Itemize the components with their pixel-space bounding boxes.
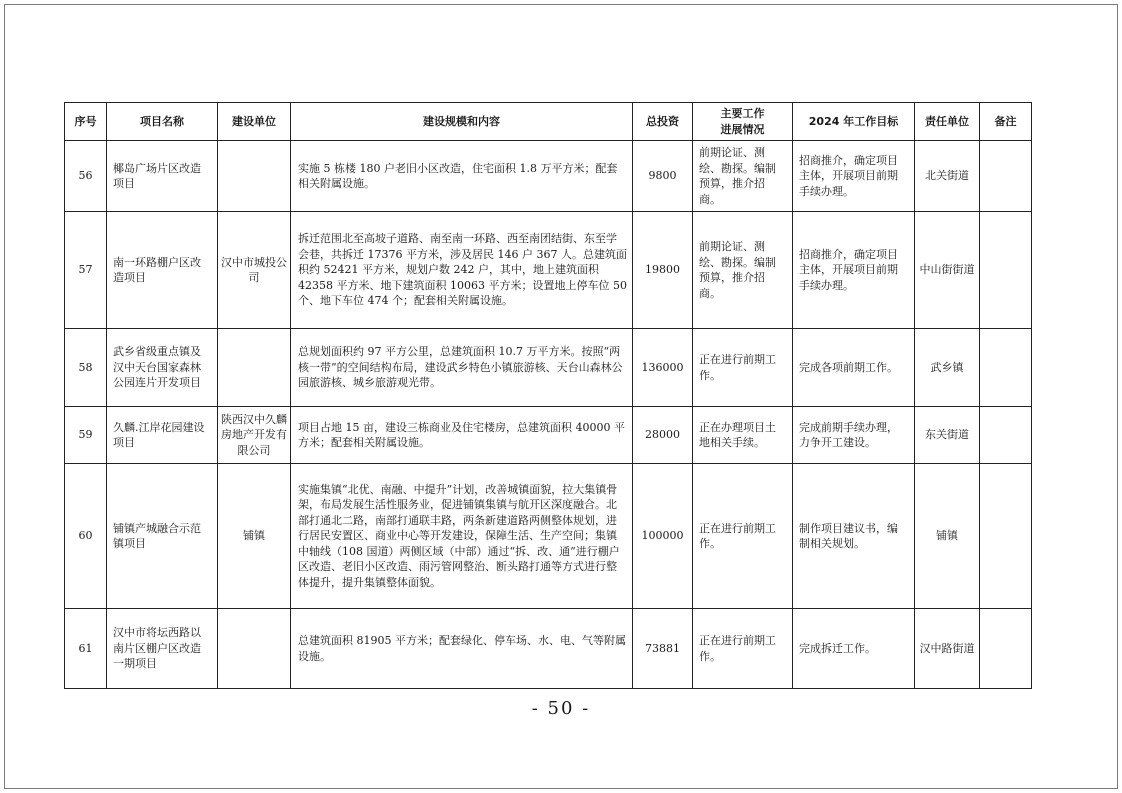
cell-unit: [218, 329, 291, 407]
cell-progress: 正在进行前期工作。: [693, 329, 793, 407]
cell-investment: 9800: [633, 141, 693, 212]
cell-name: 铺镇产城融合示范镇项目: [107, 464, 218, 609]
cell-remark: [980, 407, 1032, 464]
cell-name: 武乡省级重点镇及汉中天台国家森林公园连片开发项目: [107, 329, 218, 407]
cell-investment: 100000: [633, 464, 693, 609]
cell-index: 59: [65, 407, 107, 464]
cell-investment: 136000: [633, 329, 693, 407]
cell-name: 久麟.江岸花园建设项目: [107, 407, 218, 464]
project-table: [64, 102, 1032, 689]
header-index: 序号: [65, 103, 107, 141]
cell-remark: [980, 329, 1032, 407]
cell-progress: 正在办理项目土地相关手续。: [693, 407, 793, 464]
table-row: [65, 609, 1032, 689]
page-number: - 50 -: [531, 698, 591, 719]
cell-responsible: 武乡镇: [915, 329, 980, 407]
cell-unit: 陕西汉中久麟房地产开发有限公司: [218, 407, 291, 464]
cell-unit: [218, 141, 291, 212]
cell-investment: 28000: [633, 407, 693, 464]
table-row: [65, 464, 1032, 609]
header-progress-line1: 主要工作: [720, 107, 765, 120]
cell-scale: 拆迁范围北至高坡子道路、南至南一环路、西至南团结街、东至学会巷，共拆迁 17376 平方米，涉及居民 146 户 367 人。总建筑面积约 52421 平方米，规划户数 242 户，其中，地上建筑面积 42358 平方米、地下建筑面积 10063 平方米；设置地上停车位 50 个、地下车位 474 个；配套相关附属设施。: [291, 212, 633, 329]
cell-investment: 19800: [633, 212, 693, 329]
cell-progress: 正在进行前期工作。: [693, 464, 793, 609]
cell-scale: 实施 5 栋楼 180 户老旧小区改造，住宅面积 1.8 万平方米；配套相关附属设施。: [291, 141, 633, 212]
table-row: [65, 141, 1032, 212]
header-unit: 建设单位: [218, 103, 291, 141]
cell-scale: 项目占地 15 亩，建设三栋商业及住宅楼房，总建筑面积 40000 平方米；配套相关附属设施。: [291, 407, 633, 464]
header-name: 项目名称: [107, 103, 218, 141]
cell-unit: 汉中市城投公司: [218, 212, 291, 329]
cell-responsible: 中山街街道: [915, 212, 980, 329]
cell-scale: 总建筑面积 81905 平方米；配套绿化、停车场、水、电、气等附属设施。: [291, 609, 633, 689]
cell-name: 南一环路棚户区改造项目: [107, 212, 218, 329]
cell-remark: [980, 141, 1032, 212]
cell-responsible: 汉中路街道: [915, 609, 980, 689]
cell-goal: 制作项目建议书，编制相关规划。: [793, 464, 915, 609]
cell-unit: 铺镇: [218, 464, 291, 609]
header-progress: [693, 103, 793, 141]
cell-name: 椰岛广场片区改造项目: [107, 141, 218, 212]
cell-index: 56: [65, 141, 107, 212]
cell-name: 汉中市将坛西路以南片区棚户区改造一期项目: [107, 609, 218, 689]
cell-remark: [980, 212, 1032, 329]
cell-responsible: 东关街道: [915, 407, 980, 464]
cell-index: 57: [65, 212, 107, 329]
header-remark: 备注: [980, 103, 1032, 141]
cell-scale: 总规划面积约 97 平方公里，总建筑面积 10.7 万平方米。按照“两核一带”的空间结构布局，建设武乡特色小镇旅游核、天台山森林公园旅游核、城乡旅游观光带。: [291, 329, 633, 407]
cell-unit: [218, 609, 291, 689]
cell-index: 61: [65, 609, 107, 689]
table-row: [65, 212, 1032, 329]
cell-responsible: 铺镇: [915, 464, 980, 609]
cell-remark: [980, 464, 1032, 609]
cell-index: 60: [65, 464, 107, 609]
header-row: [65, 103, 1032, 141]
cell-goal: 完成各项前期工作。: [793, 329, 915, 407]
table-row: [65, 407, 1032, 464]
cell-goal: 招商推介，确定项目主体，开展项目前期手续办理。: [793, 212, 915, 329]
cell-remark: [980, 609, 1032, 689]
header-scale: 建设规模和内容: [291, 103, 633, 141]
cell-goal: 完成前期手续办理，力争开工建设。: [793, 407, 915, 464]
table-row: [65, 329, 1032, 407]
cell-progress: 前期论证、测绘、勘探。编制预算，推介招商。: [693, 212, 793, 329]
cell-investment: 73881: [633, 609, 693, 689]
header-investment: 总投资: [633, 103, 693, 141]
cell-progress: 正在进行前期工作。: [693, 609, 793, 689]
header-responsible: 责任单位: [915, 103, 980, 141]
header-progress-line2: 进展情况: [720, 122, 765, 136]
cell-index: 58: [65, 329, 107, 407]
cell-goal: 招商推介，确定项目主体，开展项目前期手续办理。: [793, 141, 915, 212]
header-goal: 2024 年工作目标: [793, 103, 915, 141]
cell-progress: 前期论证、测绘、勘探。编制预算，推介招商。: [693, 141, 793, 212]
cell-goal: 完成拆迁工作。: [793, 609, 915, 689]
cell-responsible: 北关街道: [915, 141, 980, 212]
cell-scale: 实施集镇“北优、南融、中提升”计划，改善城镇面貌，拉大集镇骨架，布局发展生活性服务业，促进铺镇集镇与航开区深度融合。北部打通北二路，南部打通联丰路，两条新建道路两侧整体规划，进行居民安置区、商业中心等开发建设，保障生活、生产空间；集镇中轴线（108 国道）两侧区域（中部）通过“拆、改、通”进行棚户区改造、老旧小区改造、雨污管网整治、断头路打通等方式进行整体提升，提升集镇整体面貌。: [291, 464, 633, 609]
